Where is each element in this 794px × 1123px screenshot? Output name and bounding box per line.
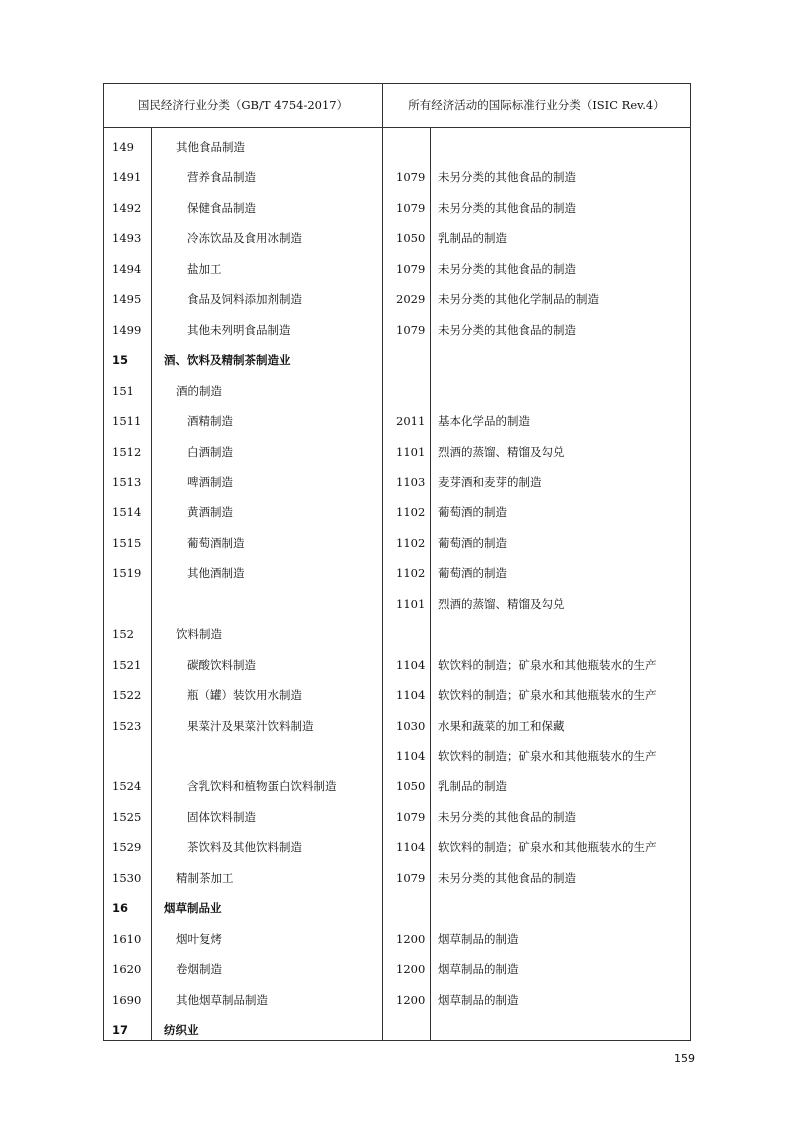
- row-name: 黄酒制造: [187, 505, 233, 520]
- table-row: [104, 863, 690, 893]
- row-code: 1492: [112, 200, 142, 215]
- table-row: [104, 802, 690, 832]
- row-isic-code: 1104: [396, 688, 426, 703]
- row-isic-description: 未另分类的其他食品的制造: [438, 322, 576, 337]
- row-isic-code: 1104: [396, 840, 426, 855]
- row-isic-code: 1079: [396, 870, 426, 885]
- row-code: 152: [112, 627, 134, 642]
- row-isic-code: 1102: [396, 505, 426, 520]
- table-row: [104, 924, 690, 954]
- row-name: 其他烟草制品制造: [176, 992, 268, 1007]
- header-isic-classification: 所有经济活动的国际标准行业分类（ISIC Rev.4）: [408, 98, 665, 112]
- table-row: [104, 832, 690, 862]
- table-row: [104, 132, 690, 162]
- row-isic-code: 2011: [396, 414, 426, 429]
- row-code: 151: [112, 383, 134, 398]
- row-isic-description: 葡萄酒的制造: [438, 535, 507, 550]
- row-name: 含乳饮料和植物蛋白饮料制造: [187, 779, 337, 794]
- page-number: 159: [674, 1052, 695, 1065]
- table-row: [104, 223, 690, 253]
- row-code: 1513: [112, 474, 142, 489]
- row-isic-description: 软饮料的制造；矿泉水和其他瓶装水的生产: [438, 840, 657, 855]
- row-isic-code: 1030: [396, 718, 426, 733]
- table-row: [104, 315, 690, 345]
- row-isic-code: 1104: [396, 749, 426, 763]
- row-isic-description: 未另分类的其他食品的制造: [438, 261, 576, 276]
- row-name: 酒的制造: [176, 383, 222, 398]
- row-code: 1519: [112, 566, 142, 581]
- table-row: [104, 497, 690, 527]
- table-row: [104, 680, 690, 710]
- row-code: 1690: [112, 992, 142, 1007]
- row-isic-code: 1101: [396, 596, 426, 611]
- row-code: 149: [112, 140, 134, 154]
- row-isic-description: 未另分类的其他食品的制造: [438, 809, 576, 824]
- table-row: [104, 711, 690, 741]
- row-name: 纺织业: [164, 1023, 199, 1038]
- row-isic-description: 未另分类的其他食品的制造: [438, 170, 576, 185]
- header-divider: [104, 127, 690, 128]
- row-isic-code: 1050: [396, 231, 426, 246]
- row-isic-description: 未另分类的其他化学制品的制造: [438, 292, 599, 307]
- table-row: [104, 893, 690, 923]
- row-isic-code: 1200: [396, 931, 426, 946]
- table-row: [104, 162, 690, 192]
- row-name: 冷冻饮品及食用冰制造: [187, 231, 302, 246]
- row-isic-code: 1101: [396, 444, 426, 459]
- row-isic-description: 葡萄酒的制造: [438, 505, 507, 520]
- table-row: [104, 771, 690, 801]
- row-name: 饮料制造: [176, 627, 222, 642]
- row-isic-description: 软饮料的制造；矿泉水和其他瓶装水的生产: [438, 657, 657, 672]
- row-code: 1524: [112, 779, 142, 794]
- row-isic-description: 未另分类的其他食品的制造: [438, 200, 576, 215]
- row-name: 烟草制品业: [164, 901, 222, 916]
- row-isic-description: 软饮料的制造；矿泉水和其他瓶装水的生产: [438, 749, 657, 763]
- row-name: 精制茶加工: [176, 870, 234, 885]
- classification-table: [103, 83, 691, 1041]
- table-row: [104, 1015, 690, 1045]
- row-code: 1522: [112, 688, 142, 703]
- row-name: 葡萄酒制造: [187, 535, 245, 550]
- row-name: 烟叶复烤: [176, 931, 222, 946]
- row-code: 1491: [112, 170, 142, 185]
- row-code: 1512: [112, 444, 142, 459]
- row-isic-description: 乳制品的制造: [438, 231, 507, 246]
- table-row: [104, 954, 690, 984]
- table-row: [104, 406, 690, 436]
- row-isic-description: 葡萄酒的制造: [438, 566, 507, 581]
- table-row: [104, 650, 690, 680]
- table-row: [104, 741, 690, 771]
- row-name: 啤酒制造: [187, 474, 233, 489]
- row-isic-description: 烟草制品的制造: [438, 931, 519, 946]
- row-isic-description: 基本化学品的制造: [438, 414, 530, 429]
- row-isic-description: 软饮料的制造；矿泉水和其他瓶装水的生产: [438, 688, 657, 703]
- row-name: 白酒制造: [187, 444, 233, 459]
- table-row: [104, 558, 690, 588]
- row-isic-code: 1103: [396, 474, 426, 489]
- row-isic-description: 烟草制品的制造: [438, 962, 519, 977]
- row-code: 1515: [112, 535, 142, 550]
- row-isic-code: 1200: [396, 992, 426, 1007]
- row-isic-description: 未另分类的其他食品的制造: [438, 870, 576, 885]
- row-code: 1530: [112, 870, 142, 885]
- row-code: 16: [112, 901, 129, 916]
- row-isic-description: 烟草制品的制造: [438, 992, 519, 1007]
- row-isic-description: 乳制品的制造: [438, 779, 507, 794]
- row-code: 1610: [112, 931, 142, 946]
- header-gb-classification: 国民经济行业分类（GB/T 4754-2017）: [137, 98, 349, 112]
- row-code: 1514: [112, 505, 142, 520]
- row-name: 其他未列明食品制造: [187, 322, 291, 337]
- row-isic-code: 1104: [396, 657, 426, 672]
- row-name: 其他酒制造: [187, 566, 245, 581]
- table-row: [104, 284, 690, 314]
- table-row: [104, 528, 690, 558]
- row-code: 1529: [112, 840, 142, 855]
- row-isic-code: 1079: [396, 322, 426, 337]
- row-isic-description: 烈酒的蒸馏、精馏及勾兑: [438, 444, 565, 459]
- row-name: 瓶（罐）装饮用水制造: [187, 688, 302, 703]
- row-isic-code: 1200: [396, 962, 426, 977]
- row-name: 盐加工: [187, 261, 222, 276]
- row-isic-code: 1102: [396, 566, 426, 581]
- row-isic-code: 1050: [396, 779, 426, 794]
- table-row: [104, 254, 690, 284]
- row-code: 1521: [112, 657, 142, 672]
- row-name: 果菜汁及果菜汁饮料制造: [187, 718, 314, 733]
- row-isic-code: 2029: [396, 292, 426, 307]
- row-code: 1523: [112, 718, 142, 733]
- table-row: [104, 437, 690, 467]
- row-name: 卷烟制造: [176, 962, 222, 977]
- row-code: 1499: [112, 322, 142, 337]
- row-isic-description: 烈酒的蒸馏、精馏及勾兑: [438, 596, 565, 611]
- table-row: [104, 193, 690, 223]
- row-isic-code: 1079: [396, 809, 426, 824]
- row-name: 保健食品制造: [187, 200, 256, 215]
- table-row: [104, 589, 690, 619]
- table-row: [104, 467, 690, 497]
- row-isic-code: 1079: [396, 261, 426, 276]
- row-code: 1494: [112, 261, 142, 276]
- row-isic-code: 1079: [396, 200, 426, 215]
- row-code: 1511: [112, 414, 142, 429]
- row-code: 15: [112, 353, 129, 368]
- row-name: 营养食品制造: [187, 170, 256, 185]
- table-row: [104, 619, 690, 649]
- row-code: 1495: [112, 292, 142, 307]
- row-isic-description: 水果和蔬菜的加工和保藏: [438, 718, 565, 733]
- row-name: 食品及饲料添加剂制造: [187, 292, 302, 307]
- row-name: 固体饮料制造: [187, 809, 256, 824]
- row-code: 1525: [112, 809, 142, 824]
- row-code: 17: [112, 1023, 129, 1038]
- row-code: 1620: [112, 962, 142, 977]
- row-name: 酒、饮料及精制茶制造业: [164, 353, 291, 368]
- table-row: [104, 345, 690, 375]
- row-isic-code: 1079: [396, 170, 426, 185]
- row-code: 1493: [112, 231, 142, 246]
- table-row: [104, 376, 690, 406]
- row-isic-description: 麦芽酒和麦芽的制造: [438, 474, 542, 489]
- row-name: 茶饮料及其他饮料制造: [187, 840, 302, 855]
- row-name: 其他食品制造: [176, 140, 245, 154]
- table-row: [104, 985, 690, 1015]
- row-isic-code: 1102: [396, 535, 426, 550]
- row-name: 酒精制造: [187, 414, 233, 429]
- row-name: 碳酸饮料制造: [187, 657, 256, 672]
